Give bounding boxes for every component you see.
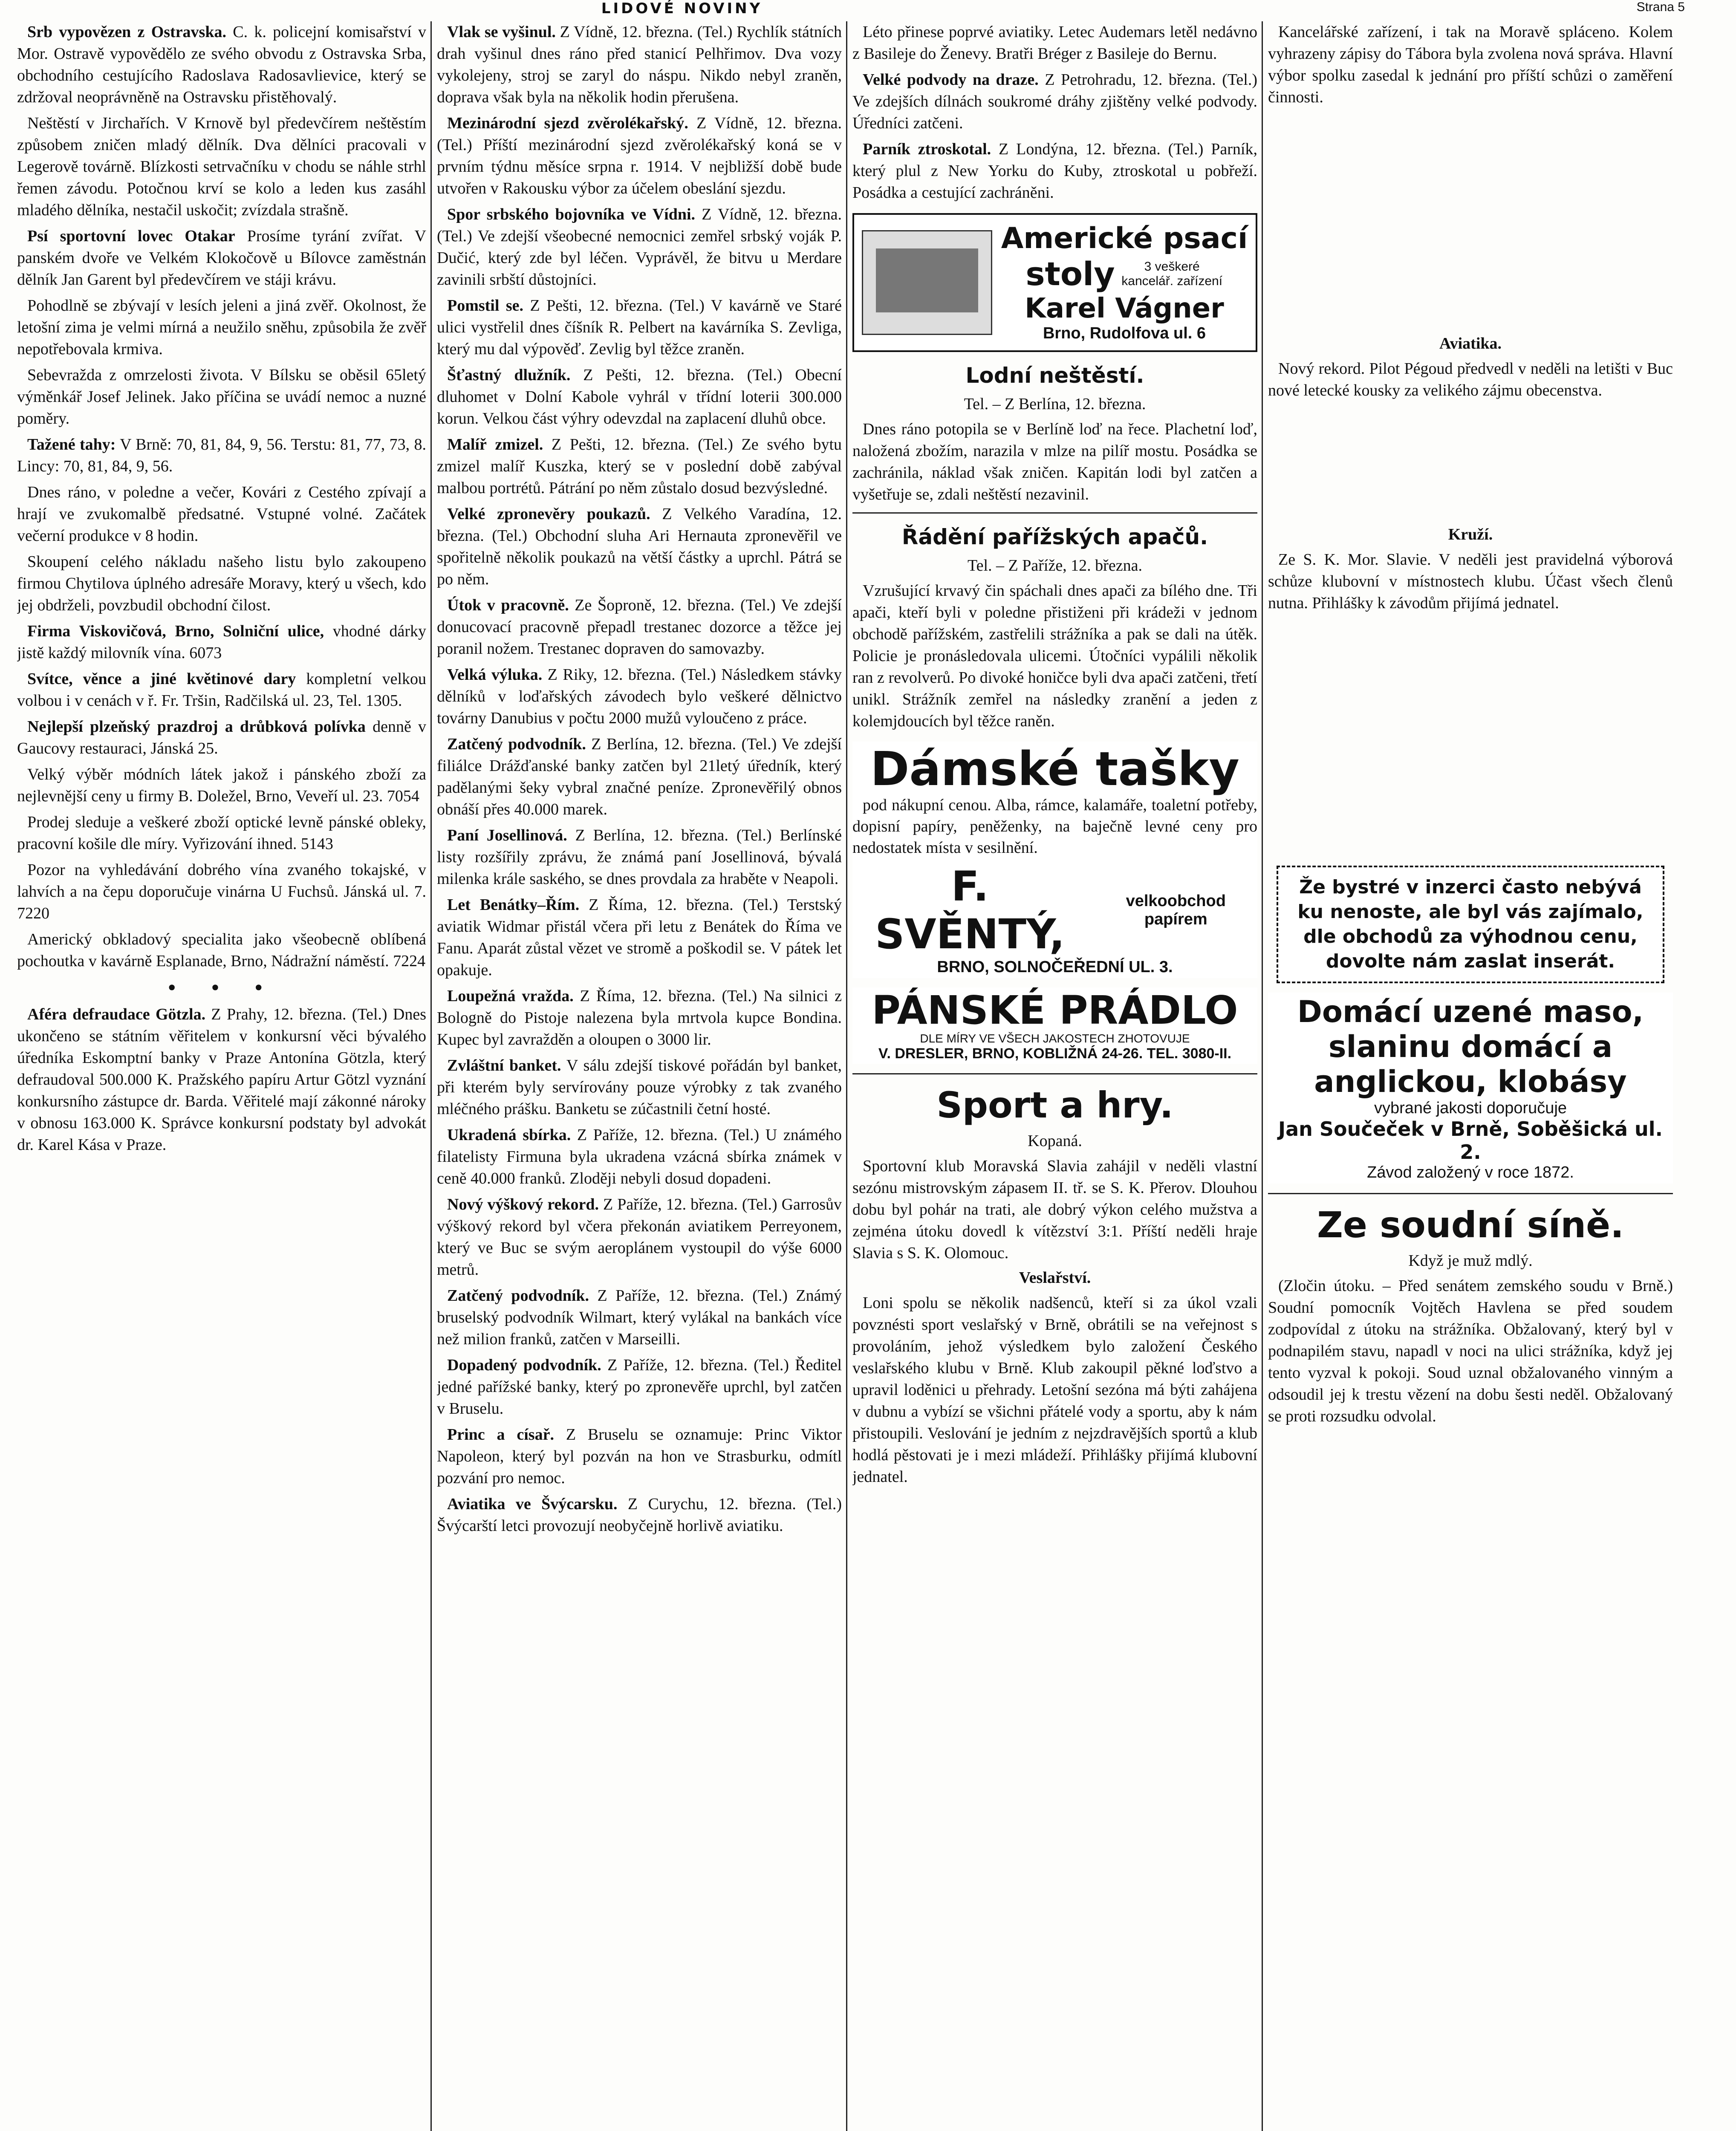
ad-text: pod nákupní cenou. Alba, rámce, kalamáře, toaletní potřeby, dopisní papíry, peněženky, na baječně levné ceny pro nedostatek místa v sesilnění. — [852, 796, 1257, 857]
article-item — [437, 1124, 842, 1190]
column-rule — [846, 21, 847, 2131]
section-title: Kruží. — [1448, 526, 1493, 543]
article-body: Z Říma, 12. března. (Tel.) Na silnici z Bologně do Pistoje nalezena byla mrtvola kupce Bondina. Kupec byl zavražděn a oloupen o 3000 lir. — [437, 987, 842, 1048]
article-item — [17, 811, 426, 855]
column-4 — [1268, 21, 1673, 2131]
ad-address: Brno, Rudolfova ul. 6 — [1043, 324, 1206, 342]
article-headline: Nejlepší plzeňský prazdroj a drůbková polívka — [27, 718, 366, 736]
article-body: Z Riky, 12. března. (Tel.) Následkem stávky dělníků v loďařských závodech bylo veškeré dělnictvo továrny Danubius v počtu 2000 mužů vyloučeno z práce. — [437, 666, 842, 727]
article-body: Dnes ráno, v poledne a večer, Kovári z Cestého zpívají a hrají ve zvukomalbě předsatné. Vstupné volné. Začátek večerní produkce v 8 hodin. — [17, 483, 426, 545]
article-text: Vzrušující krvavý čin spáchali dnes apači za bílého dne. Tři apači, kteří byli v poledne přistiženi při krádeži v jednom obchodě pařížském, zastřelili strážníka a pak se dali na útěk. Policie je pronásledovala ulicemi. Útočníci vypálili několik ran z revolverů. Po divoké honičce byli dva apači zatčeni, třetí unikl. Strážník zemřel na následky zranění a jeden z kolemjdoucích byl těžce raněn. — [852, 582, 1257, 730]
article-item — [17, 929, 426, 972]
article-item — [852, 21, 1257, 65]
article-headline: Velké zpronevěry poukazů. — [447, 505, 650, 523]
article-body: Prosíme tyrání zvířat. V panském dvoře ve Velkém Klokočově u Bílovce zaměstnán dělník Jan Garent byl předevčírem ve stáji krávu. — [17, 227, 426, 289]
article-body: Z Prahy, 12. března. (Tel.) Dnes ukončeno se státním věřitelem v konkursní věci bývalého úředníka Eskomptní banky v Praze Antonína Götzla, který defraudoval 500.000 K. Pražského papíru Artur Götzl vyznání konkursního zástupce dr. Barda. Věřitelé mají zákonné nároky v obnosu 163.000 K. Správce konkursní podstaty byl advokát dr. Karel Kása v Praze. — [17, 1005, 426, 1154]
article-item — [17, 113, 426, 221]
article-headline: Útok v pracovně. — [447, 596, 569, 614]
article-item — [437, 204, 842, 291]
ad-headline: Americké psací — [1001, 222, 1248, 255]
article-body: Sebevražda z omrzelosti života. V Bílsku se oběsil 65letý výměnkář Josef Jelinek. Jako příčina se uvádí nemoc a nuzné poměry. — [17, 366, 426, 427]
column-rule — [1262, 21, 1263, 2131]
ornament-separator: • • • — [166, 976, 277, 999]
article-item — [17, 21, 426, 108]
article-headline: Tažené tahy: — [27, 436, 116, 453]
section-title: Aviatika. — [1439, 335, 1502, 352]
article-item — [17, 1004, 426, 1156]
advert-typewriter-desks — [852, 213, 1257, 352]
article-item — [437, 364, 842, 430]
article-headline: Malíř zmizel. — [447, 436, 543, 453]
article-item — [437, 434, 842, 499]
article-headline: Zatčený podvodník. — [447, 735, 586, 753]
section-title: Řádění pařížských apačů. — [901, 525, 1208, 549]
article-text: (Zločin útoku. – Před senátem zemského soudu v Brně.) Soudní pomocník Vojtěch Havlena se před soudem zodpovídal z útoku na strážníka. Obžalovaný, který byl v podnapilém stavu, napadl v noci na ulici strážníka, když jej tento vyzval k pokoji. Soud uznal obžalovaného vinným a odsoudil jej k trestu vězení na dobu šesti neděl. Obžalovaný se proti rozsudku odvolal. — [1268, 1277, 1673, 1425]
section-title: Lodní neštěstí. — [965, 363, 1144, 388]
article-body: Z Velkého Varadína, 12. března. (Tel.) Obchodní sluha Ari Hernauta zpronevěřil ve spořitelně několik poukazů na větší částky a uprchl. Pátrá se po něm. — [437, 505, 842, 588]
article-body: Z Vídně, 12. března. (Tel.) Příští mezinárodní sjezd zvěrolékařský koná se v prvním týdnu měsíce srpna r. 1914. V nejbližší době bude utvořen v Rakousku výbor za účelem obeslání sjezdu. — [437, 114, 842, 197]
ad-headline-2: stoly — [1025, 255, 1115, 293]
masthead: LIDOVÉ NOVINY — [601, 0, 763, 17]
article-item — [17, 859, 426, 924]
article-headline: Spor srbského bojovníka ve Vídni. — [447, 205, 696, 223]
advert-linen — [852, 988, 1257, 1064]
article-item — [437, 825, 842, 890]
column-3 — [852, 21, 1257, 2131]
ad-footer: Závod založený v roce 1872. — [1367, 1164, 1574, 1181]
section-title: Sport a hry. — [936, 1084, 1173, 1126]
article-body: Z Říma, 12. března. (Tel.) Terstský aviatik Widmar přistál včera při letu z Benátek do Říma ve Fanu. Aparát zůstal vězet ve stromě a poškodil se. V pátek let opakuje. — [437, 896, 842, 979]
article-item — [17, 668, 426, 712]
article-headline: Firma Viskovičová, Brno, Solniční ulice, — [27, 622, 324, 640]
article-headline: Princ a císař. — [447, 1426, 554, 1444]
dateline: Tel. – Z Paříže, 12. března. — [968, 557, 1142, 575]
article-headline: Parník ztroskotal. — [863, 140, 991, 158]
article-text: Sportovní klub Moravská Slavia zahájil v neděli vlastní sezónu mistrovským zápasem II. tř. se S. K. Přerov. Dlouhou dobu byl pohár na trati, ale dobrý výkon celého mužstva a zejména útoku dovedl k vítězství 3:1. Příští neděli hraje Slavia s S. K. Olomouc. — [852, 1157, 1257, 1262]
article-item — [437, 113, 842, 199]
article-headline: Pomstil se. — [447, 297, 524, 315]
article-item — [437, 985, 842, 1051]
article-body: Neštěstí v Jirchařích. V Krnově byl předevčírem neštěstím způsobem zničen mladý dělník. Dva dělníci pracovali v Legerově továrně. Blízkosti setrvačníku v chodu se náhle strhl řemen závodu. Potočnou krví se kolo a leden kus zasáhl mladého dělníka, nestačil uskočit; zvízdala strašně. — [17, 114, 426, 219]
article-body: kompletní velkou volbou i v cenách v ř. Fr. Tršin, Radčilská ul. 23, Tel. 1305. — [17, 670, 426, 710]
dateline: Tel. – Z Berlína, 12. března. — [964, 395, 1146, 413]
ad-address: BRNO, SOLNOČEŘEDNÍ UL. 3. — [937, 958, 1173, 976]
article-body: Z Curychu, 12. března. (Tel.) Švýcarští letci provozují neobyčejně horlivě aviatiku. — [437, 1495, 842, 1535]
article-text: Ze S. K. Mor. Slavie. V neděli jest pravidelná výborová schůze klubovní v místnostech klubu. Účast všech členů nutna. Přihlášky k závodům přijímá jednatel. — [1268, 551, 1673, 612]
subsection-title: Veslařství. — [1019, 1269, 1091, 1287]
article-item — [437, 595, 842, 660]
article-headline: Loupežná vražda. — [447, 987, 574, 1005]
article-body: Z Paříže, 12. března. (Tel.) Garrosův výškový rekord byl včera překonán aviatikem Perreyonem, který ve Buc se svým aeroplánem vystoupil do výše 6000 metrů. — [437, 1195, 842, 1279]
article-body: denně v Gaucovy restauraci, Jánská 25. — [17, 718, 426, 757]
desk-illustration — [862, 230, 992, 335]
article-body: Z Petrohradu, 12. března. (Tel.) Ve zdejších dílnách soukromé dráhy zjištěny velké podvody. Úředníci zatčeni. — [852, 71, 1257, 132]
article-body: Z Vídně, 12. března. (Tel.) Ve zdejší všeobecné nemocnici zemřel srbský voják P. Dučić, který zde byl léčen. Vyprávěl, že bitvu u Merdare zavinili srbští důstojníci. — [437, 205, 842, 289]
article-headline: Velké podvody na draze. — [863, 71, 1039, 89]
article-item — [437, 1424, 842, 1489]
article-body: Z Paříže, 12. března. (Tel.) Ředitel jedné pařížské banky, který po zpronevěře uprchl, byl zatčen v Bruselu. — [437, 1356, 842, 1418]
article-body: Léto přinese poprvé aviatiky. Letec Audemars letěl nedávno z Basileje do Ženevy. Bratři Bréger z Basileje do Bernu. — [852, 23, 1257, 63]
article-body: Z Vídně, 12. března. (Tel.) Rychlík státních drah vyšinul dnes ráno před stanicí Pelhřimov. Dva vozy vykolejeny, stroj se zaryl do náspu. Nikdo nebyl zraněn, doprava však byla na několik hodin přerušena. — [437, 23, 842, 106]
ad-headline: PÁNSKÉ PRÁDLO — [872, 988, 1238, 1033]
page-number: Strana 5 — [1636, 0, 1685, 14]
article-headline: Psí sportovní lovec Otakar — [27, 227, 235, 245]
ad-firm: Karel Vágner — [1025, 293, 1224, 324]
article-body: Pohodlně se zbývají v lesích jeleni a jiná zvěř. Okolnost, že letošní zima je velmi mírná a neužilo sněhu, způsobila že zvěř nepotřebovala krmiva. — [17, 297, 426, 358]
article-text: Loni spolu se několik nadšenců, kteří si za úkol vzali povznésti sport veslařský v Brně, obrátili se na veřejnost s provoláním, jehož výsledkem bylo založení Českého veslařského klubu v Brně. Klub zakoupil pěkné loďstvo a upravil loděnici u přehrady. Letošní sezóna má býti zahájena v dubnu a vybízí se všichni přátelé vody a sportu, aby k nám přistoupili. Veslování je jedním z nejzdravějších sportů a klub hodlá pěstovati je i mezi mládeží. Přihlášky přijímá klubovní jednatel. — [852, 1294, 1257, 1486]
article-item — [852, 139, 1257, 204]
article-item — [17, 295, 426, 360]
article-headline: Svítce, věnce a jiné květinové dary — [27, 670, 296, 688]
advert-smoked-meat — [1268, 993, 1673, 1184]
article-item — [17, 621, 426, 664]
article-headline: Velká výluka. — [447, 666, 543, 684]
article-item — [17, 716, 426, 759]
ad-side-note: 3 veškeré kancelář. zařízení — [1121, 259, 1223, 288]
article-body: Z Bruselu se oznamuje: Princ Viktor Napoleon, který byl pozván na hon ve Strasburku, odmítl pozvání pro nemoc. — [437, 1426, 842, 1487]
column-1 — [17, 21, 426, 2131]
article-item — [437, 1194, 842, 1281]
article-body: Z Londýna, 12. března. (Tel.) Parník, který plul z New Yorku do Kuby, ztroskotal u pobřeží. Posádka a cestující zachráněni. — [852, 140, 1257, 202]
article-item — [437, 503, 842, 590]
article-item — [437, 1285, 842, 1350]
ad-firm: Jan Součeček v Brně, Soběšická ul. 2. — [1278, 1117, 1663, 1164]
article-body: Z Paříže, 12. března. (Tel.) Známý bruselský podvodník Wilmart, který vylákal na bankách více než milion franků, zatčen v Marseilli. — [437, 1287, 842, 1348]
article-item — [17, 482, 426, 547]
article-item — [852, 69, 1257, 134]
ad-headline: Domácí uzené maso, slaninu domácí a anglickou, klobásy — [1297, 994, 1644, 1099]
ad-firm-note: velkoobchod papírem — [1126, 892, 1226, 928]
article-headline: Ukradená sbírka. — [447, 1126, 571, 1144]
article-item — [17, 225, 426, 291]
article-body: C. k. policejní komisařství v Mor. Ostravě vypovědělo ze svého obvodu z Ostravska Srba, obchodního cestujícího Radoslava Radosavlievice, který se zdržoval neoprávněně na Ostravsku přistěhovalý. — [17, 23, 426, 106]
ad-note: DLE MÍRY VE VŠECH JAKOSTECH ZHOTOVUJE — [920, 1032, 1190, 1045]
article-body: vhodné dárky jistě každý milovník vína. 6073 — [17, 622, 426, 662]
article-headline: Aviatika ve Švýcarsku. — [447, 1495, 618, 1513]
subsection-title: Kopaná. — [1028, 1132, 1082, 1150]
ad-firm: V. DRESLER, BRNO, KOBLIŽNÁ 24-26. TEL. 3080-II. — [878, 1045, 1232, 1062]
article-body: V Brně: 70, 81, 84, 9, 56. Terstu: 81, 77, 73, 8. Lincy: 70, 81, 84, 9, 56. — [17, 436, 426, 475]
article-text: Nový rekord. Pilot Pégoud předvedl v neděli na letišti v Buc nové letecké kousky za velikého zájmu obecenstva. — [1268, 360, 1673, 399]
article-body: Z Pešti, 12. března. (Tel.) Ze svého bytu zmizel malíř Kuszka, který se v poslední době zabýval malbou portrétů. Pátrání po něm zůstalo dosud bezvýsledné. — [437, 436, 842, 497]
article-item — [437, 664, 842, 729]
article-body: Skoupení celého nákladu našeho listu bylo zakoupeno firmou Chytilova úplného adresáře Moravy, který u všech, kdo jej obdrželi, povzbudil obchodní čilost. — [17, 553, 426, 614]
divider — [852, 1073, 1257, 1074]
ad-note: vybrané jakosti doporučuje — [1374, 1099, 1567, 1117]
article-headline: Šťastný dlužník. — [447, 366, 571, 384]
article-body: Z Berlína, 12. března. (Tel.) Ve zdejší filiálce Drážďanské banky zatčen byl 21letý úředník, který padělanými šeky vybral značné peníze. Zpronevěřilý obnos obnáší přes 40.000 marek. — [437, 735, 842, 818]
article-item — [17, 434, 426, 477]
article-headline: Zvláštní banket. — [447, 1057, 561, 1074]
article-headline: Aféra defraudace Götzla. — [27, 1005, 206, 1023]
article-body: Americký obkladový specialita jako všeobecně oblíbená pochoutka v kavárně Esplanade, Brno, Nádražní náměstí. 7224 — [17, 930, 426, 970]
divider — [852, 512, 1257, 514]
article-body: V sálu zdejší tiskové pořádán byl banket, při kterém byly servírovány pouze výrobky z tak zvaného mléčného prášku. Banketu se zúčastnili četní hosté. — [437, 1057, 842, 1118]
article-body: Z Pešti, 12. března. (Tel.) V kavárně ve Staré ulici vystřelil dnes číšník R. Pelbert na kavárníka S. Zevliga, který mu dal výpověď. Zevlig byl těžce zraněn. — [437, 297, 842, 358]
section-title: Ze soudní síně. — [1317, 1204, 1624, 1246]
article-item — [437, 894, 842, 981]
article-body: Pozor na vyhledávání dobrého vína zvaného tokajské, v lahvích a na čepu doporučuje vinárna U Fuchsů. Jánská ul. 7. 7220 — [17, 861, 426, 922]
ad-text: Že bystré v inzerci často nebývá ku nenoste, ale byl vás zajímalo, dle obchodů za výhodnou cenu, dovolte nám zaslat inserát. — [1297, 876, 1644, 972]
article-body: Z Pešti, 12. března. (Tel.) Obecní dluhomet v Dolní Kabole vyhrál v třídní loterii 300.000 korun. Velkou část výhry odevzdal na zaplacení dluhů obce. — [437, 366, 842, 427]
advert-insertion — [1277, 866, 1664, 983]
ad-headline: Dámské tašky — [870, 742, 1239, 796]
ad-firm: F. SVĚNTÝ, — [875, 863, 1065, 958]
article-body: Velký výběr módních látek jakož i pánského zboží za nejlevnější ceny u firmy B. Doležel, Brno, Veveří ul. 23. 7054 — [17, 765, 426, 805]
article-item — [17, 364, 426, 430]
advert-handbags — [852, 742, 1257, 978]
divider — [1268, 1193, 1673, 1194]
column-2 — [437, 21, 842, 2131]
article-item — [437, 1493, 842, 1537]
article-body: Z Paříže, 12. března. (Tel.) U známého filatelisty Firmuna byla ukradena vzácná sbírka známek v ceně 40.000 franků. Zloději nebyli dosud dopadeni. — [437, 1126, 842, 1187]
article-item — [17, 551, 426, 616]
article-headline: Paní Josellinová. — [447, 826, 567, 844]
article-body: Ze Šoproně, 12. března. (Tel.) Ve zdejší donucovací pracovně přepadl trestanec dozorce a těžce jej poranil nožem. Trestanec dopraven do samovazby. — [437, 596, 842, 658]
article-item — [437, 295, 842, 360]
article-headline: Zatčený podvodník. — [447, 1287, 589, 1305]
article-headline: Mezinárodní sjezd zvěrolékařský. — [447, 114, 688, 132]
article-text: Kancelářské zařízení, i tak na Moravě spláceno. Kolem vyhrazeny zápisy do Tábora byla zvolena nová správa. Hlavní výbor spolku zasedal k jednání pro příští schůzi o zaměření činnosti. — [1268, 23, 1673, 106]
article-body: Z Berlína, 12. března. (Tel.) Berlínské listy rozšířily zprávu, že známá paní Josellinová, bývalá milenka krále saského, se dnes provdala za hraběte v Neapoli. — [437, 826, 842, 888]
article-body: Prodej sleduje a veškeré zboží optické levně pánské obleky, pracovní košile dle míry. Vyřizování ihned. 5143 — [17, 813, 426, 853]
article-item — [437, 21, 842, 108]
article-headline: Dopadený podvodník. — [447, 1356, 601, 1374]
article-headline: Let Benátky–Řím. — [447, 896, 580, 914]
article-text: Dnes ráno potopila se v Berlíně loď na řece. Plachetní loď, naložená zbožím, narazila v mlze na pilíř mostu. Posádka se zachránila, náklad však zničen. Kapitán lodi byl zatčen a vyšetřuje se, zdali neštěstí nezavinil. — [852, 420, 1257, 503]
column-rule — [430, 21, 432, 2131]
subsection-title: Když je muž mdlý. — [1408, 1252, 1533, 1270]
article-headline: Srb vypovězen z Ostravska. — [27, 23, 226, 41]
article-headline: Nový výškový rekord. — [447, 1195, 599, 1213]
article-headline: Vlak se vyšinul. — [447, 23, 556, 41]
article-item — [17, 764, 426, 807]
article-item — [437, 1354, 842, 1420]
article-item — [437, 733, 842, 820]
article-item — [437, 1055, 842, 1120]
